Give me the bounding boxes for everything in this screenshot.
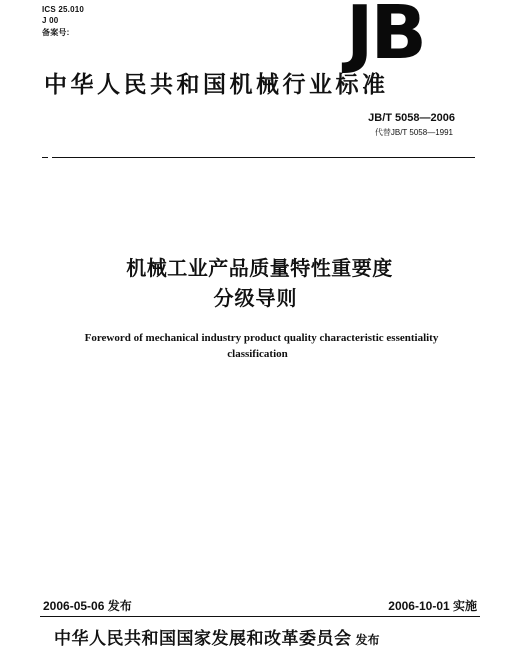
issuer-suffix: 发布 — [355, 633, 380, 647]
header-rule-dash — [42, 157, 48, 158]
issuer-name: 中华人民共和国国家发展和改革委员会 — [54, 629, 352, 649]
filing-number-label: 备案号: — [42, 28, 70, 37]
effective-date: 2006-10-01 实施 — [388, 599, 477, 613]
header-divider — [52, 157, 475, 158]
standard-number: JB/T 5058—2006 — [368, 112, 455, 124]
footer-divider — [40, 616, 480, 617]
issue-date: 2006-05-06 发布 — [43, 599, 132, 613]
jb-logo: JB — [346, 0, 424, 76]
replaces-standard: 代替JB/T 5058—1991 — [374, 128, 453, 137]
ccs-code: J 00 — [42, 16, 59, 25]
issuing-authority — [54, 628, 380, 651]
document-title-cn-line2: 分级导则 — [213, 286, 298, 310]
document-title-cn-line1: 机械工业产品质量特性重要度 — [126, 256, 393, 280]
document-title-en-line1: Foreword of mechanical industry product quality characteristic essentiality — [84, 332, 439, 344]
standard-category-title: 中华人民共和国机械行业标准 — [44, 72, 389, 98]
document-title-en-line2: classification — [227, 348, 288, 360]
ics-code: ICS 25.010 — [42, 5, 85, 14]
